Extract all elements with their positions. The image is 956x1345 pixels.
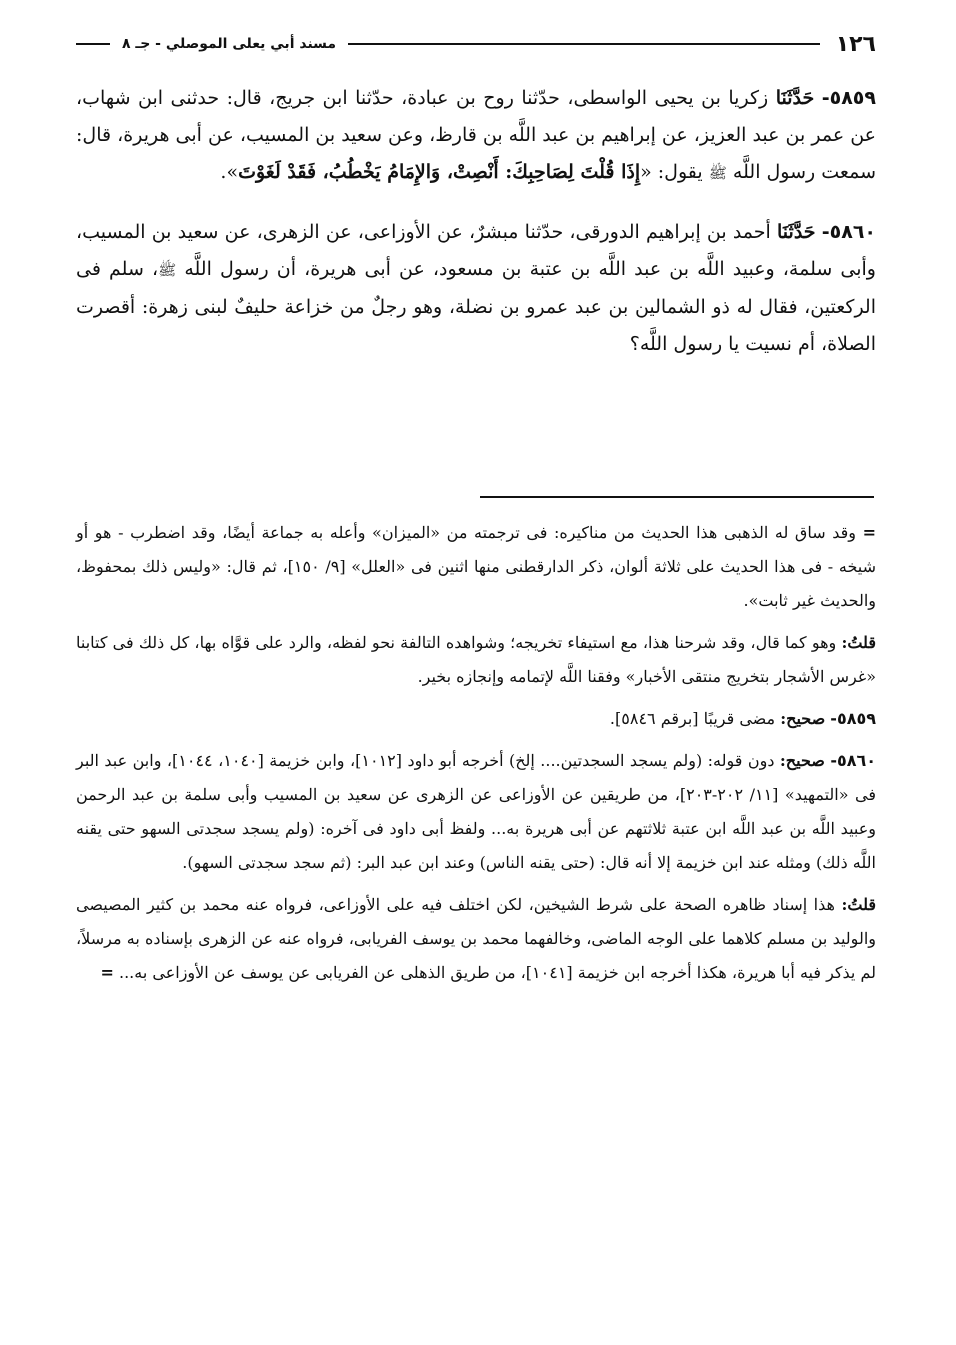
hadith-5859 xyxy=(76,80,876,192)
continuation-mark: = xyxy=(862,523,877,542)
continuation-mark: = xyxy=(100,963,114,982)
footnote-qultu xyxy=(76,626,876,694)
hadith-text: أحمد بن إبراهيم الدورقى، حدّثنا مبشرٌ، عن الأوزاعى، عن الزهرى، عن سعيد بن المسيب، وأبى سلمة، وعبيد اللَّه بن عبد اللَّه بن عتبة بن مسعود، عن أبى هريرة، أن رسول اللَّه xyxy=(76,221,876,280)
footnote-5860 xyxy=(76,744,876,880)
footnote-qultu-2 xyxy=(76,888,876,990)
hadith-number: ٥٨٦٠- xyxy=(821,221,877,243)
book-title: مسند أبي يعلى الموصلي - جـ ٨ xyxy=(122,36,337,52)
hadith-number: ٥٨٥٩- xyxy=(821,87,876,109)
footnote-number: ٥٨٦٠- xyxy=(830,751,877,770)
salawat-glyph: ﷺ xyxy=(708,164,727,182)
qultu-label: قلتُ: xyxy=(841,895,877,914)
header-rule xyxy=(348,43,820,45)
page-number: ١٢٦ xyxy=(835,31,876,57)
footnote-continuation xyxy=(76,516,876,618)
footnote-text: وهو كما قال، وقد شرحنا هذا، مع استيفاء تخريجه؛ وشواهده التالفة نحو لفظه، والرد على قوَّاه بها، كل ذلك فى كتابنا «غرس الأشجار بتخريج منتقى الأخبار» وفقنا اللَّه لإتمامه وإنجازه بخير. xyxy=(76,633,876,686)
footnote-5859 xyxy=(76,702,876,736)
footnote-number: ٥٨٥٩- xyxy=(830,709,876,728)
footnotes xyxy=(76,516,876,998)
salawat-glyph: ﷺ xyxy=(158,261,177,279)
main-text xyxy=(76,80,876,385)
haddathana-word: حَدَّثَنَا xyxy=(777,221,816,243)
footnote-text: هذا إسناد ظاهره الصحة على شرط الشيخين، لكن اختلف فيه على الأوزاعى، فرواه عنه محمد بن كثير المصيصى والوليد بن مسلم كلاهما على الوجه الماضى، وخالفهما محمد بن يوسف الفريابى، فرواه عنه عن الزهرى بإسناده به مرسلاً، لم يذكر فيه أبا هريرة، هكذا أخرجه ابن خزيمة [١٠٤١]، من طريق الذهلى عن الفريابى عن يوسف عن الأوزاعى به... xyxy=(76,895,876,982)
header-rule-end xyxy=(76,43,110,45)
grade-label: صحيح: xyxy=(779,751,825,770)
hadith-isnad: زكريا بن يحيى الواسطى، حدّثنا روح بن عبادة، حدّثنا ابن جريج، قال: حدثنى ابن شهاب، عن عمر بن عبد العزيز، عن إبراهيم بن عبد اللَّه بن قارظ، وعن سعيد بن المسيب، عن أبى هريرة، قال: سمعت رسول اللَّه xyxy=(76,87,876,183)
grade-label: صحيح: xyxy=(780,709,826,728)
haddathana-word: حَدَّثَنَا xyxy=(775,87,815,109)
page-header xyxy=(76,26,876,62)
hadith-yaqul: يقول: « xyxy=(640,161,703,183)
footnote-text: وقد ساق له الذهبى هذا الحديث من مناكيره: فى ترجمته من «الميزان» وأعله به جماعة أيضًا، وقد اضطرب - هو أو شيخه - فى هذا الحديث على ثلاثة ألوان، ذكر الدارقطنى منها اثنين فى «العلل» [٩/ ١٥٠]، ثم قال: «وليس ذلك بمحفوظ، والحديث غير ثابت». xyxy=(76,523,877,610)
qultu-label: قلتُ: xyxy=(841,633,876,652)
hadith-matn: إِذَا قُلْتَ لِصَاحِبِكَ: أَنْصِتْ، وَالإِمَامُ يَخْطُبُ، فَقَدْ لَغَوْتَ xyxy=(238,161,641,183)
hadith-text-continued: ، سلم فى الركعتين، فقال له ذو الشمالين بن عبد عمرو بن نضلة، وهو رجلٌ من خزاعة حليفٌ لبنى زهرة: أقصرت الصلاة، أم نسيت يا رسول اللَّه؟ xyxy=(76,258,876,355)
footnote-text: دون قوله: (ولم يسجد السجدتين.... إلخ) أخرجه أبو داود [١٠١٢]، وابن خزيمة [١٠٤٠، ١٠٤٤]، وابن عبد البر فى «التمهيد» [١١/ ٢٠٢-٢٠٣]، من طريقين عن الأوزاعى عن الزهرى عن سعيد بن المسيب وأبى سلمة بن عبد الرحمن وعبيد اللَّه بن عبد اللَّه ابن عتبة ثلاثتهم عن أبى هريرة به... ولفظ أبى داود فى آخره: (ولم يسجد سجدتى السهو حتى يقنه اللَّه ذلك) ومثله عند ابن خزيمة إلا أنه قال: (حتى يقنه الناس) وعند ابن عبد البر: (ثم سجد سجدتى السهو). xyxy=(76,751,876,872)
hadith-end: ». xyxy=(220,161,239,183)
footnote-text: مضى قريبًا [برقم ٥٨٤٦]. xyxy=(609,709,776,728)
hadith-5860 xyxy=(76,214,876,363)
footnote-separator xyxy=(480,496,874,498)
